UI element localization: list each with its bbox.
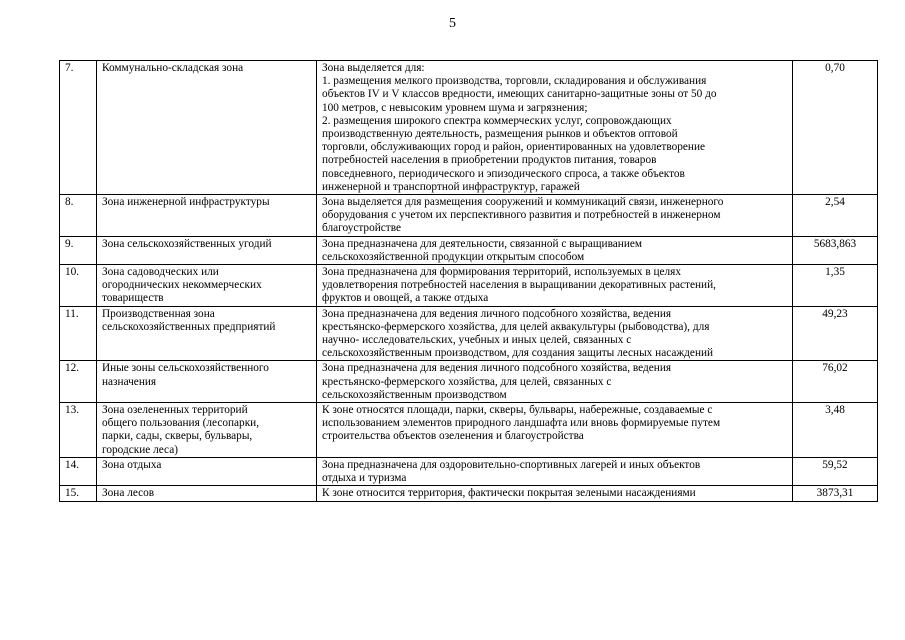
zone-name-line: Зона сельскохозяйственных угодий (102, 237, 272, 250)
zone-area: 1,35 (793, 265, 878, 307)
zone-description (317, 403, 793, 458)
zone-description (317, 306, 793, 361)
zone-name (97, 61, 317, 195)
row-number: 7. (60, 61, 97, 195)
zone-description-line: оборудования с учетом их перспективного развития и потребностей в инженерном (322, 209, 721, 222)
zone-name-line: сельскохозяйственных предприятий (102, 320, 276, 333)
zone-name-line: товариществ (102, 292, 164, 305)
zone-name (97, 361, 317, 403)
zone-area: 49,23 (793, 306, 878, 361)
zone-description (317, 457, 793, 485)
zone-area: 76,02 (793, 361, 878, 403)
zone-name (97, 457, 317, 485)
zone-name-line: городские леса) (102, 443, 178, 456)
zone-description-line: 2. размещения широкого спектра коммерческих услуг, сопровождающих (322, 114, 672, 127)
zone-name-line: Зона садоводческих или (102, 266, 219, 279)
table-row (60, 306, 878, 361)
zone-name (97, 403, 317, 458)
zone-area: 0,70 (793, 61, 878, 195)
zone-description-line: К зоне относится территория, фактически покрытая зелеными насаждениями (322, 487, 696, 500)
zone-description-line: крестьянско-фермерского хозяйства, для целей аквакультуры (рыбоводства), для (322, 320, 710, 333)
zone-description-line: повседневного, периодического и эпизодического спроса, а также объектов (322, 167, 685, 180)
row-number: 13. (60, 403, 97, 458)
zone-description-line: Зона предназначена для ведения личного подсобного хозяйства, ведения (322, 307, 672, 320)
zone-area: 5683,863 (793, 236, 878, 264)
table-row (60, 403, 878, 458)
zone-description-line: строительства объектов озеленения и благоустройства (322, 430, 584, 443)
zone-description-line: сельскохозяйственным производством (322, 388, 507, 401)
zone-description-line: удовлетворения потребностей населения в выращивании декоративных растений, (322, 279, 716, 292)
page-number: 5 (449, 16, 456, 31)
zone-description-line: фруктов и овощей, а также отдыха (322, 292, 489, 305)
zone-description-line: К зоне относятся площади, парки, скверы, бульвары, набережные, создаваемые с (322, 404, 713, 417)
zone-description-line: Зона предназначена для деятельности, связанной с выращиванием (322, 237, 643, 250)
row-number: 12. (60, 361, 97, 403)
zone-description (317, 61, 793, 195)
zones-table (59, 60, 878, 502)
row-number: 9. (60, 236, 97, 264)
zone-description-line: торговли, обслуживающих город и район, ориентированных на удовлетворение (322, 141, 706, 154)
zone-description (317, 236, 793, 264)
zone-area: 2,54 (793, 195, 878, 237)
zone-description-line: Зона предназначена для ведения личного подсобного хозяйства, ведения (322, 362, 672, 375)
zone-description (317, 265, 793, 307)
zone-name (97, 306, 317, 361)
zone-area: 59,52 (793, 457, 878, 485)
zone-description-line: объектов IV и V классов вредности, имеющих санитарно-защитные зоны от 50 до (322, 88, 717, 101)
row-number: 14. (60, 457, 97, 485)
row-number: 8. (60, 195, 97, 237)
zone-description (317, 195, 793, 237)
row-number: 15. (60, 486, 97, 501)
zone-description-line: Зона предназначена для формирования территорий, используемых в целях (322, 266, 682, 279)
zone-description-line: потребностей населения в приобретении продуктов питания, товаров (322, 154, 657, 167)
zone-description-line: сельскохозяйственным производством, для создания защиты лесных насаждений (322, 347, 714, 360)
row-number: 11. (60, 306, 97, 361)
zone-description-line: сельскохозяйственной продукции открытым способом (322, 250, 585, 263)
zone-area: 3,48 (793, 403, 878, 458)
zone-description-line: инженерной и транспортной инфраструктур, гаражей (322, 180, 580, 193)
zone-description-line: благоустройстве (322, 222, 402, 235)
table-row (60, 236, 878, 264)
zone-name (97, 236, 317, 264)
table-row (60, 195, 878, 237)
zone-description-line: 1. размещения мелкого производства, торговли, складирования и обслуживания (322, 75, 707, 88)
zone-description-line: Зона выделяется для размещения сооружений и коммуникаций связи, инженерного (322, 196, 724, 209)
zone-name-line: Зона отдыха (102, 458, 162, 471)
zone-description-line: Зона предназначена для оздоровительно-спортивных лагерей и иных объектов (322, 458, 701, 471)
zone-name-line: парки, сады, скверы, бульвары, (102, 430, 253, 443)
zone-name-line: Зона озелененных территорий (102, 404, 248, 417)
table-row (60, 361, 878, 403)
zone-description (317, 361, 793, 403)
zone-description-line: отдыха и туризма (322, 472, 407, 485)
zone-name-line: Производственная зона (102, 307, 215, 320)
zone-name (97, 486, 317, 501)
zone-name-line: Коммунально-складская зона (102, 62, 244, 74)
zone-description (317, 486, 793, 501)
zones-table-body (60, 61, 878, 502)
zone-description-line: научно- исследовательских, учебных и иных целей, связанных с (322, 334, 632, 347)
zone-description-line: Зона выделяется для: (322, 62, 425, 74)
zone-description-line: производственную деятельность, размещения рынков и объектов оптовой (322, 128, 678, 141)
zone-name-line: Зона инженерной инфраструктуры (102, 196, 270, 209)
zone-name-line: назначения (102, 375, 157, 388)
zone-name-line: общего пользования (лесопарки, (102, 417, 260, 430)
table-row (60, 486, 878, 501)
zone-name-line: Иные зоны сельскохозяйственного (102, 362, 269, 375)
zone-name-line: Зона лесов (102, 487, 155, 500)
table-row (60, 265, 878, 307)
zone-name (97, 265, 317, 307)
zone-description-line: 100 метров, с невысоким уровнем шума и загрязнения; (322, 101, 588, 114)
zone-description-line: использованием элементов природного ландшафта или вновь формируемые путем (322, 417, 721, 430)
table-row (60, 61, 878, 195)
zone-name (97, 195, 317, 237)
zone-area: 3873,31 (793, 486, 878, 501)
zone-name-line: огороднических некоммерческих (102, 279, 262, 292)
table-row (60, 457, 878, 485)
zone-description-line: крестьянско-фермерского хозяйства, для целей, связанных с (322, 375, 612, 388)
row-number: 10. (60, 265, 97, 307)
